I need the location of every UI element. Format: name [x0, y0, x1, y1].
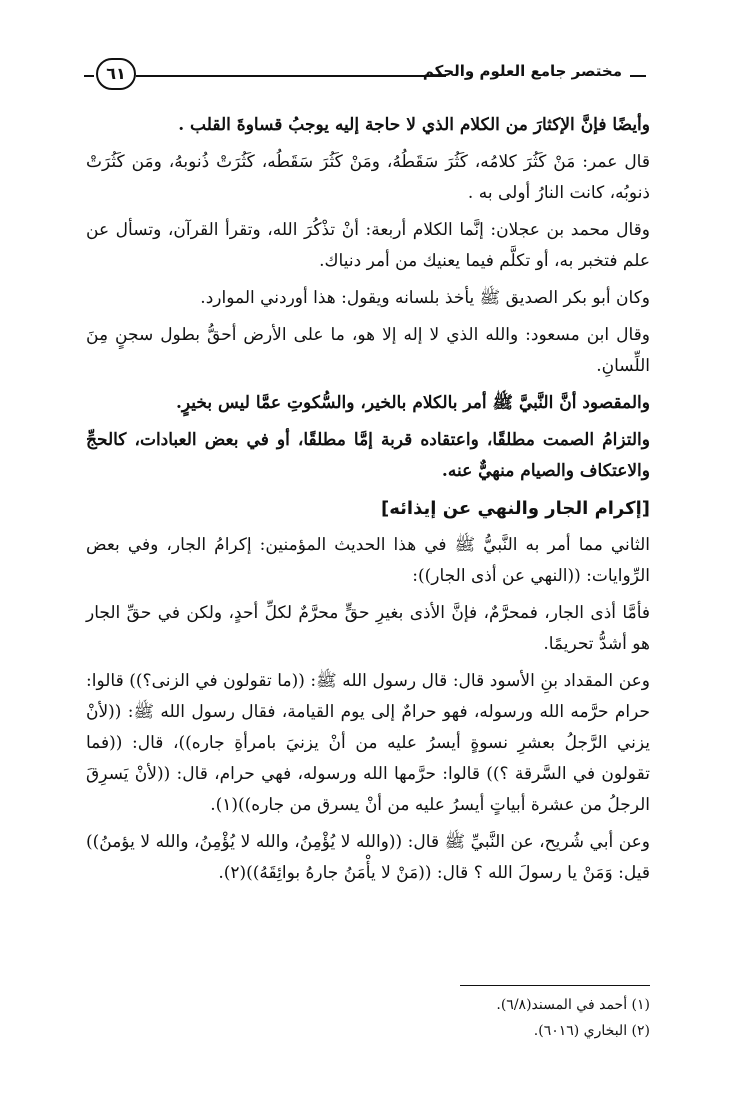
header-rule — [136, 75, 446, 77]
paragraph: والمقصود أنَّ النَّبيَّ ﷺ أمر بالكلام بالخير، والسُّكوتِ عمَّا ليس بخيرٍ. — [175, 393, 650, 413]
running-title: مختصر جامع العلوم والحكم — [422, 62, 622, 80]
paragraph: الثاني مما أمر به النَّبيُّ ﷺ في هذا الحديث المؤمنين: إكرامُ الجار، وفي بعض الرِّوايات: ((النهي عن أذى الجار)): — [86, 535, 650, 586]
body-text — [86, 110, 650, 895]
paragraph: وكان أبو بكر الصديق ﷺ يأخذ بلسانه ويقول: هذا أوردني الموارد. — [200, 288, 650, 308]
page-header — [86, 58, 646, 94]
paragraph: وعن أبي شُريح، عن النَّبيِّ ﷺ قال: ((والله لا يُؤْمِنُ، والله لا يُؤْمِنُ، والله لا يؤمنُ)) قيل: وَمَنْ يا رسولَ الله ؟ قال: ((مَنْ لا يأْمَنُ جارهُ بوائِقَهُ))(٢). — [86, 832, 650, 883]
page-number: ٦١ — [96, 58, 136, 90]
footnote: (١) أحمد في المسند(٦/٨). — [496, 997, 650, 1013]
header-rule-right — [630, 75, 646, 77]
paragraph: فأمَّا أذى الجار، فمحرَّمٌ، فإنَّ الأذى بغيرِ حقٍّ محرَّمٌ لكلِّ أحدٍ، ولكن في حقِّ الجار هو أشدُّ تحريمًا. — [86, 603, 650, 654]
paragraph: وقال محمد بن عجلان: إنَّما الكلام أربعة: أنْ تذْكُرَ الله، وتقرأ القرآن، وتسأل عن علم فتخبر به، أو تكلَّم فيما يعنيك من أمر دنياك. — [86, 220, 650, 271]
header-rule-left — [84, 75, 94, 77]
section-heading: [إكرام الجار والنهي عن إيذائه] — [381, 498, 650, 519]
paragraph: وعن المقداد بنِ الأسود قال: قال رسول الله ﷺ: ((ما تقولون في الزنى؟)) قالوا: حرام حرَّمه الله ورسوله، فهو حرامٌ إلى يوم القيامة، فقال رسول الله ﷺ: ((لأنْ يزني الرَّجلُ بعشرِ نسوةٍ أيسرُ عليه من أنْ يزنيَ بامرأةِ جاره))، قال: ((فما تقولون في السَّرقة ؟)) قالوا: حرَّمها الله ورسوله، فهي حرام، قال: ((لأنْ يَسرِقَ الرجلُ من عشرة أبياتٍ أيسرُ عليه من أنْ يسرق من جاره))(١). — [86, 671, 650, 815]
paragraph: وقال ابن مسعود: والله الذي لا إله إلا هو، ما على الأرض أحقُّ بطول سجنٍ مِنَ اللِّسانِ. — [86, 325, 650, 376]
paragraph: قال عمر: مَنْ كَثُرَ كلامُه، كَثُرَ سَقَطُهُ، ومَنْ كَثُرَ سَقَطُه، كَثُرَتْ ذُنوبهُ، ومَن كَثُرَتْ ذنوبُه، كانت النارُ أولى به . — [86, 152, 650, 203]
footnote-divider — [460, 985, 650, 986]
paragraph: والتزامُ الصمت مطلقًا، واعتقاده قربة إمَّا مطلقًا، أو في بعض العبادات، كالحجِّ والاعتكاف والصيام منهيٌّ عنه. — [86, 430, 650, 481]
paragraph: وأيضًا فإنَّ الإكثارَ من الكلام الذي لا حاجة إليه يوجبُ قساوةَ القلب . — [178, 115, 650, 135]
footnotes — [86, 992, 650, 1044]
footnote: (٢) البخاري (٦٠١٦). — [533, 1023, 650, 1039]
